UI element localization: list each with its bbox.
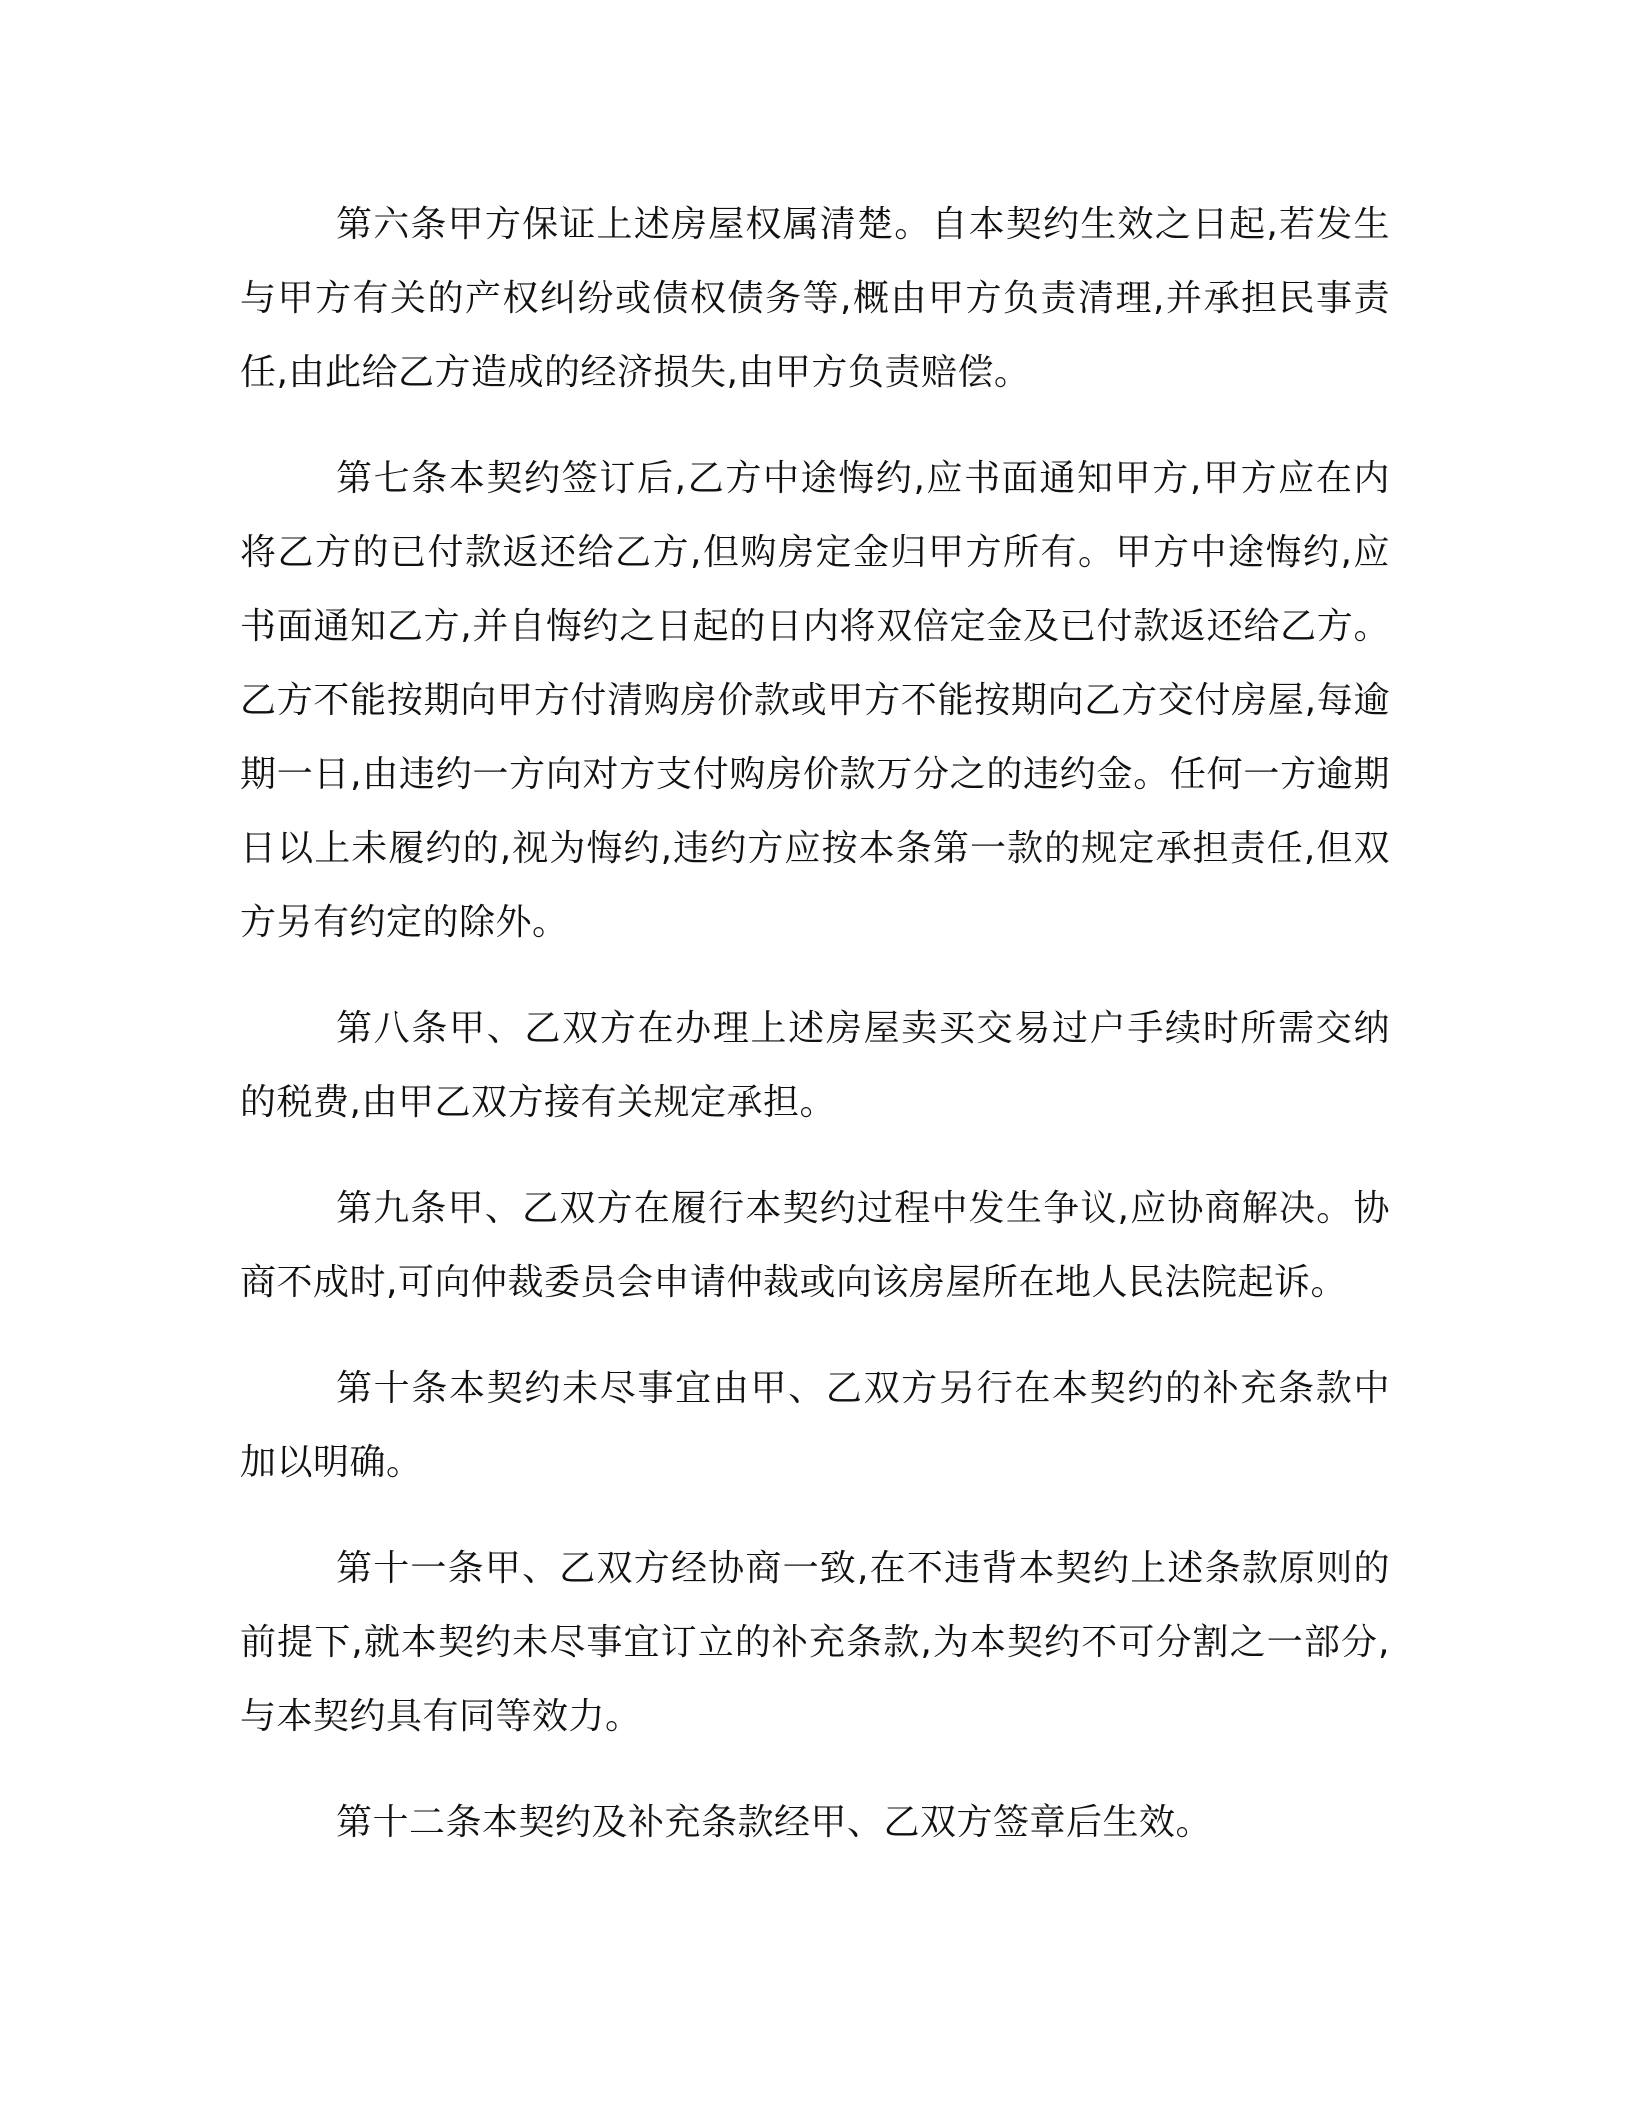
clause-7-paragraph: 第七条本契约签订后,乙方中途悔约,应书面通知甲方,甲方应在内将乙方的已付款返还给乙方,但购房定金归甲方所有。甲方中途悔约,应书面通知乙方,并自悔约之日起的日内将双倍定金及已付款返还给乙方。乙方不能按期向甲方付清购房价款或甲方不能按期向乙方交付房屋,每逾期一日,由违约一方向对方支付购房价款万分之的违约金。任何一方逾期日以上未履约的,视为悔约,违约方应按本条第一款的规定承担责任,但双方另有约定的除外。 — [240, 458, 1390, 943]
clause-12-paragraph: 第十二条本契约及补充条款经甲、乙双方签章后生效。 — [336, 1802, 1213, 1843]
clause-11-paragraph: 第十一条甲、乙双方经协商一致,在不违背本契约上述条款原则的前提下,就本契约未尽事宜订立的补充条款,为本契约不可分割之一部分,与本契约具有同等效力。 — [240, 1548, 1390, 1737]
document-body — [240, 188, 1390, 1860]
clause-6-paragraph: 第六条甲方保证上述房屋权属清楚。自本契约生效之日起,若发生与甲方有关的产权纠纷或债权债务等,概由甲方负责清理,并承担民事责任,由此给乙方造成的经济损失,由甲方负责赔偿。 — [240, 204, 1390, 393]
clause-10-paragraph: 第十条本契约未尽事宜由甲、乙双方另行在本契约的补充条款中加以明确。 — [240, 1368, 1390, 1483]
clause-8-paragraph: 第八条甲、乙双方在办理上述房屋卖买交易过户手续时所需交纳的税费,由甲乙双方接有关规定承担。 — [240, 1008, 1390, 1123]
clause-9-paragraph: 第九条甲、乙双方在履行本契约过程中发生争议,应协商解决。协商不成时,可向仲裁委员会申请仲裁或向该房屋所在地人民法院起诉。 — [240, 1188, 1390, 1303]
